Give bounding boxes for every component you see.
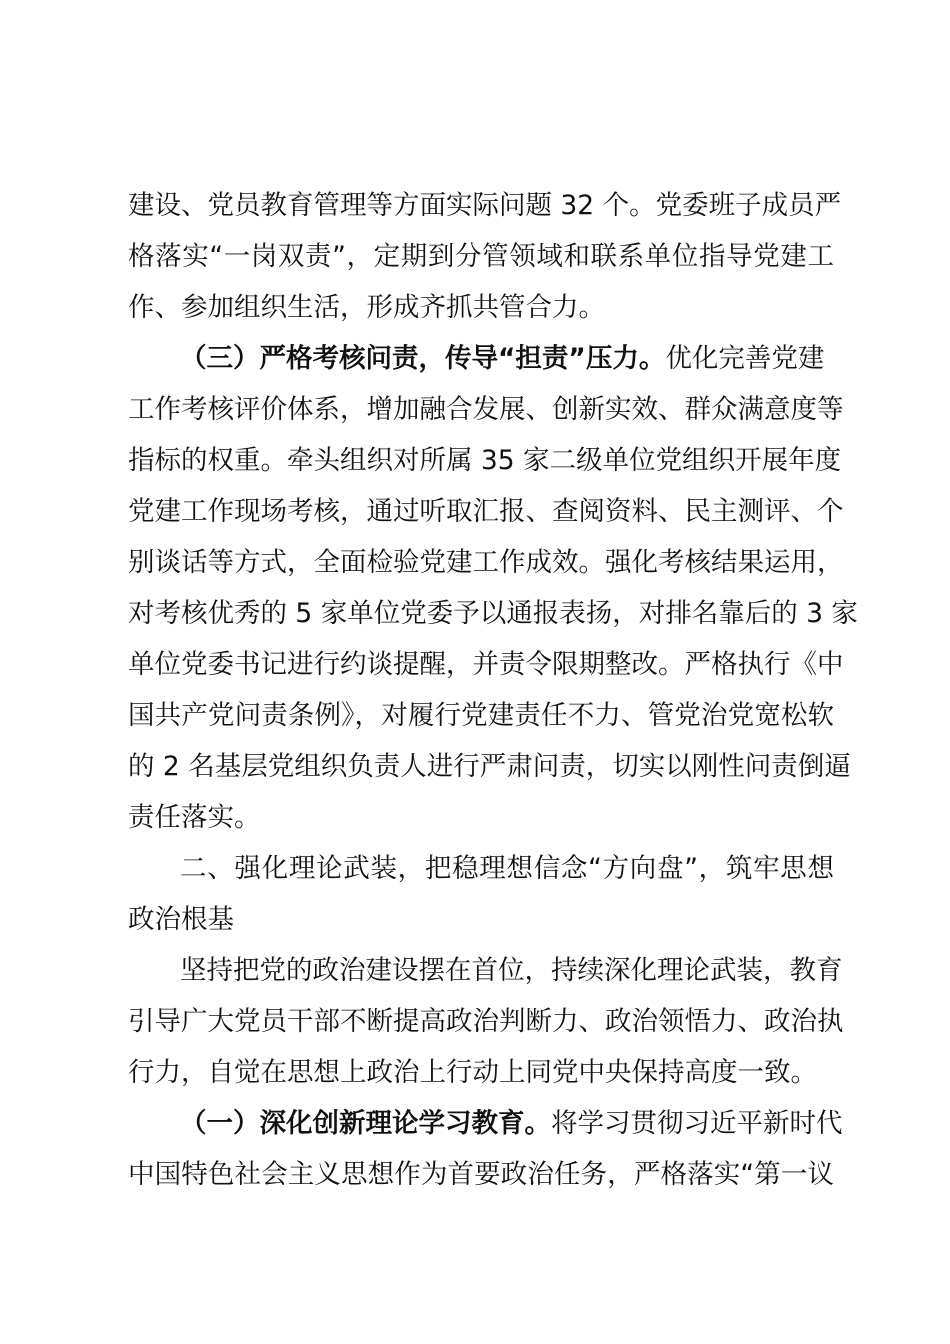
- section-heading-cont: 政治根基: [128, 904, 234, 935]
- text-line: 工作考核评价体系，增加融合发展、创新实效、群众满意度等: [128, 394, 844, 425]
- text-line: 坚持把党的政治建设摆在首位，持续深化理论武装，教育: [180, 955, 843, 986]
- subheading-line: [180, 342, 834, 376]
- subheading: （三）严格考核问责，传导“担责”压力。: [180, 343, 666, 374]
- text-line: 建设、党员教育管理等方面实际问题 32 个。党委班子成员严: [128, 190, 842, 221]
- section-heading: 二、强化理论武装，把稳理想信念“方向盘”，筑牢思想: [180, 853, 834, 884]
- text-line: 责任落实。: [128, 802, 261, 833]
- text-line: 作、参加组织生活，形成齐抓共管合力。: [128, 292, 605, 323]
- subheading: （一）深化创新理论学习教育。: [180, 1108, 551, 1139]
- text-span: 将学习贯彻习近平新时代: [551, 1108, 843, 1139]
- text-line: 中国特色社会主义思想作为首要政治任务，严格落实“第一议: [128, 1159, 834, 1190]
- text-line: 行力，自觉在思想上政治上行动上同党中央保持高度一致。: [128, 1057, 817, 1088]
- text-line: 的 2 名基层党组织负责人进行严肃问责，切实以刚性问责倒逼: [128, 751, 851, 782]
- text-line: 别谈话等方式，全面检验党建工作成效。强化考核结果运用，: [128, 547, 844, 578]
- text-line: 对考核优秀的 5 家单位党委予以通报表扬，对排名靠后的 3 家: [128, 598, 858, 629]
- text-line: 引导广大党员干部不断提高政治判断力、政治领悟力、政治执: [128, 1006, 844, 1037]
- text-line: 党建工作现场考核，通过听取汇报、查阅资料、民主测评、个: [128, 496, 844, 527]
- text-line: 指标的权重。牵头组织对所属 35 家二级单位党组织开展年度: [128, 445, 842, 476]
- text-line: 格落实“一岗双责”，定期到分管领域和联系单位指导党建工: [128, 241, 834, 272]
- subheading-line: [180, 1107, 843, 1141]
- text-line: 单位党委书记进行约谈提醒，并责令限期整改。严格执行《中: [128, 649, 844, 680]
- text-span: 优化完善党建: [665, 343, 825, 374]
- text-line: 国共产党问责条例》，对履行党建责任不力、管党治党宽松软: [128, 700, 834, 731]
